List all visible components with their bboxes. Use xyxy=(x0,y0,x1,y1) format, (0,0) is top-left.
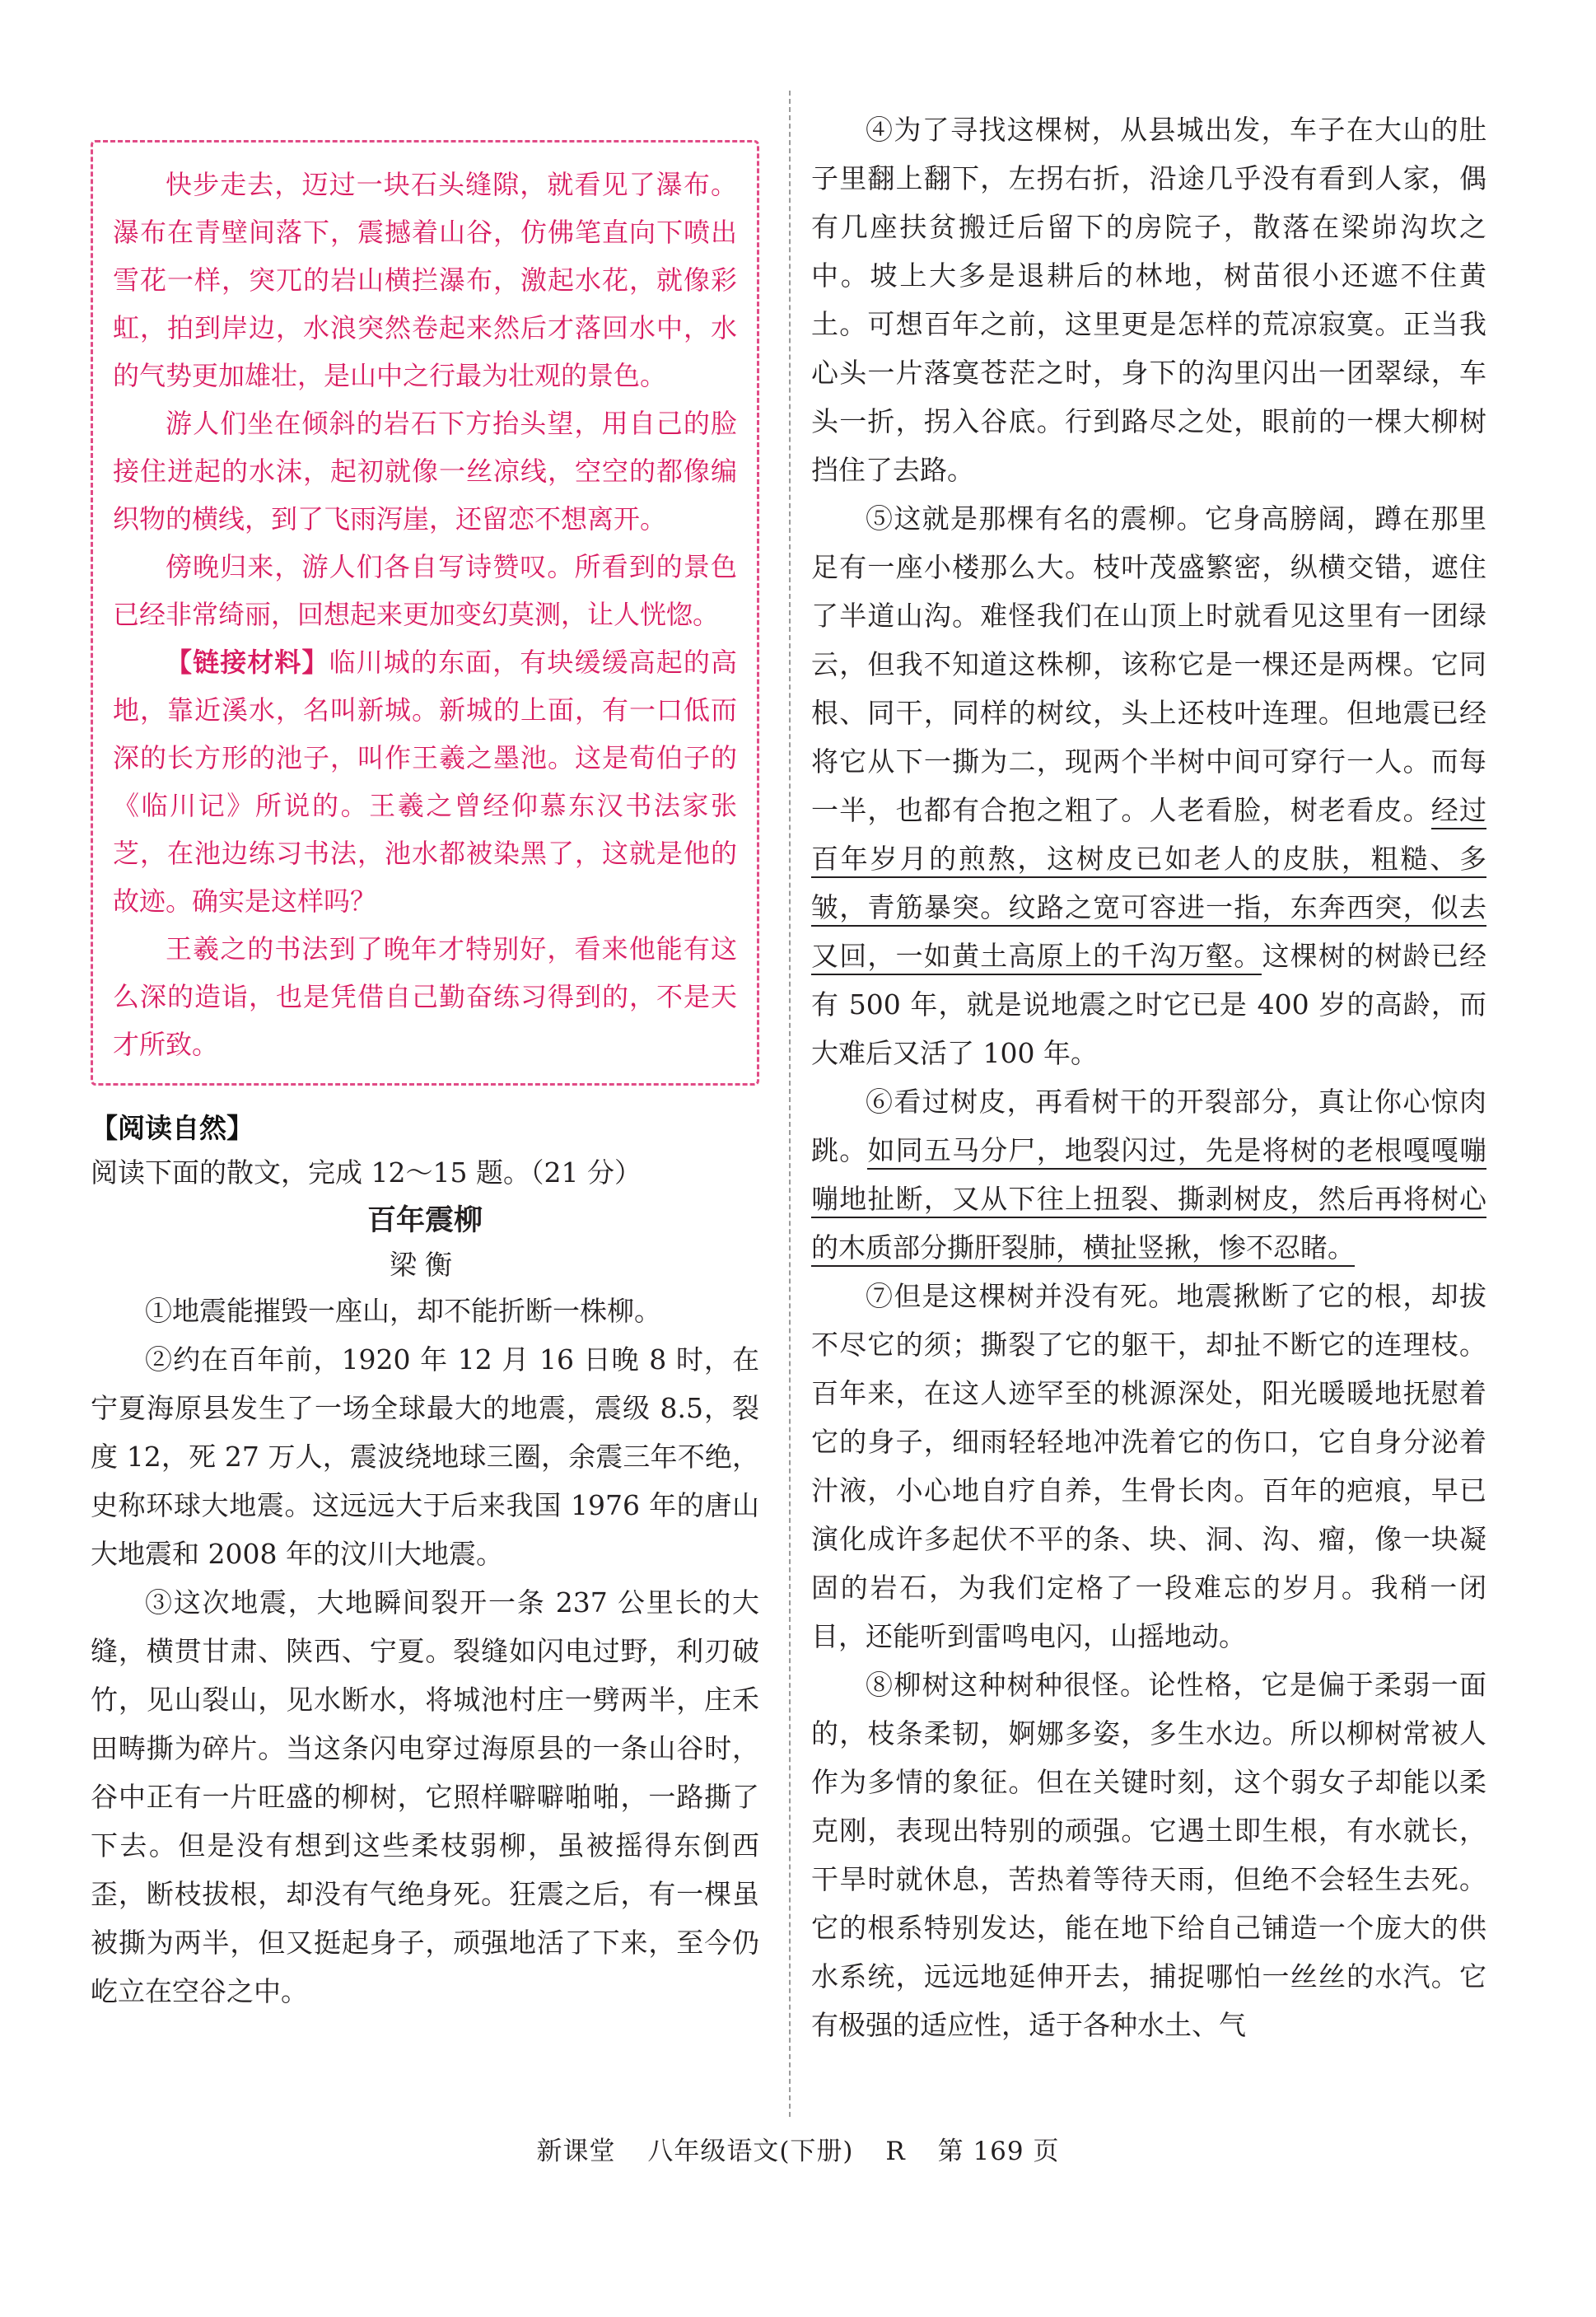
link-material-tag: 【链接材料】 xyxy=(166,647,329,678)
essay-author: 梁衡 xyxy=(390,1249,460,1281)
page-number: 第 169 页 xyxy=(937,2137,1060,2166)
translation-paragraph: 王羲之的书法到了晚年才特别好，看来他能有这么深的造诣，也是凭借自己勤奋练习得到的，不是天才所致。 xyxy=(113,933,737,1060)
essay-paragraph: ②约在百年前，1920 年 12 月 16 日晚 8 时，在宁夏海原县发生了一场全球最大的地震，震级 8.5，裂度 12，死 27 万人，震波绕地球三圈，余震三年不绝，史称环球大地震。这远远大于后来我国 1976 年的唐山大地震和 2008 年的汶川大地震。 xyxy=(91,1343,759,1570)
essay-paragraph: ③这次地震，大地瞬间裂开一条 237 公里长的大缝，横贯甘肃、陕西、宁夏。裂缝如闪电过野，利刃破竹，见山裂山，见水断水，将城池村庄一劈两半，庄禾田畴撕为碎片。当这条闪电穿过海原县的一条山谷时，谷中正有一片旺盛的柳树，它照样噼噼啪啪，一路撕了下去。但是没有想到这些柔枝弱柳，虽被摇得东倒西歪，断枝拔根，却没有气绝身死。狂震之后，有一棵虽被撕为两半，但又挺起身子，顽强地活了下来，至今仍屹立在空谷之中。 xyxy=(91,1586,759,2007)
paragraph-text: ⑤这就是那棵有名的震柳。它身高膀阔，蹲在那里足有一座小楼那么大。枝叶茂盛繁密，纵横交错，遮住了半道山沟。难怪我们在山顶上时就看见这里有一团绿云，但我不知道这株柳，该称它是一棵还是两棵。它同根、同干，同样的树纹，头上还枝叶连理。但地震已经将它从下一撕为二，现两个半树中间可穿行一人。而每一半，也都有合抱之粗了。人老看脸，树老看皮。 xyxy=(811,502,1486,826)
column-divider xyxy=(789,91,791,2117)
translation-paragraph: 快步走去，迈过一块石头缝隙，就看见了瀑布。瀑布在青壁间落下，震撼着山谷，仿佛笔直向下喷出雪花一样，突兀的岩山横拦瀑布，激起水花，就像彩虹，拍到岸边，水浪突然卷起来然后才落回水中，水的气势更加雄壮，是山中之行最为壮观的景色。 xyxy=(113,169,737,391)
translation-box xyxy=(91,140,759,1086)
translation-paragraph: 傍晚归来，游人们各自写诗赞叹。所看到的景色已经非常绮丽，回想起来更加变幻莫测，让人恍惚。 xyxy=(113,551,737,630)
underlined-sentence: 如同五马分尸，地裂闪过，先是将树的老根嘎嘎嘣嘣地扯断，又从下往上扭裂、撕剥树皮，然后再将树心的木质部分撕肝裂肺，横扯竖揪，惨不忍睹。 xyxy=(811,1134,1486,1267)
page-footer xyxy=(0,2135,1596,2168)
paragraph-text: 这棵树的树龄已经有 500 年，就是说地震之时它已是 400 岁的高龄，而大难后又活了 100 年。 xyxy=(811,940,1487,1069)
footer-edition: R xyxy=(885,2137,906,2166)
paragraph-text: ⑥看过树皮，再看树干的开裂部分，真让你心惊肉跳。 xyxy=(811,1086,1486,1166)
footer-series: 新课堂 xyxy=(536,2137,616,2166)
left-column xyxy=(91,140,759,2016)
footer-book: 八年级语文(下册) xyxy=(647,2137,854,2166)
translation-paragraph: 游人们坐在倾斜的岩石下方抬头望，用自己的脸接住迸起的水沫，起初就像一丝凉线，空空的都像编织物的横线，到了飞雨泻崖，还留恋不想离开。 xyxy=(113,408,737,535)
instruction: 阅读下面的散文，完成 12～15 题。（21 分） xyxy=(91,1156,642,1189)
underlined-sentence: 经过百年岁月的煎熬，这树皮已如老人的皮肤，粗糙、多皱，青筋暴突。纹路之宽可容进一指，东奔西突，似去又回，一如黄土高原上的千沟万壑。 xyxy=(811,794,1486,975)
link-material-text: 临川城的东面，有块缓缓高起的高地，靠近溪水，名叫新城。新城的上面，有一口低而深的长方形的池子，叫作王羲之墨池。这是荀伯子的《临川记》所说的。王羲之曾经仰慕东汉书法家张芝，在池边练习书法，池水都被染黑了，这就是他的故迹。确实是这样吗？ xyxy=(113,647,737,917)
essay-paragraph: ⑦但是这棵树并没有死。地震揪断了它的根，却拔不尽它的须；撕裂了它的躯干，却扯不断它的连理枝。百年来，在这人迹罕至的桃源深处，阳光暖暖地抚慰着它的身子，细雨轻轻地冲洗着它的伤口，它自身分泌着汁液，小心地自疗自养，生骨长肉。百年的疤痕，早已演化成许多起伏不平的条、块、洞、沟、瘤，像一块凝固的岩石，为我们定格了一段难忘的岁月。我稍一闭目，还能听到雷鸣电闪，山摇地动。 xyxy=(811,1280,1486,1652)
essay-paragraph: ④为了寻找这棵树，从县城出发，车子在大山的肚子里翻上翻下，左拐右折，沿途几乎没有看到人家，偶有几座扶贫搬迁后留下的房院子，散落在梁峁沟坎之中。坡上大多是退耕后的林地，树苗很小还遮不住黄土。可想百年之前，这里更是怎样的荒凉寂寞。正当我心头一片落寞苍茫之时，身下的沟里闪出一团翠绿，车头一折，拐入谷底。行到路尽之处，眼前的一棵大柳树挡住了去路。 xyxy=(811,114,1486,486)
essay-paragraph: ⑧柳树这种树种很怪。论性格，它是偏于柔弱一面的，枝条柔韧，婀娜多姿，多生水边。所以柳树常被人作为多情的象征。但在关键时刻，这个弱女子却能以柔克刚，表现出特别的顽强。它遇土即生根，有水就长，干旱时就休息，苦热着等待天雨，但绝不会轻生去死。它的根系特别发达，能在地下给自己铺造一个庞大的供水系统，远远地延伸开去，捕捉哪怕一丝丝的水汽。它有极强的适应性，适于各种水土、气 xyxy=(811,1669,1486,2041)
translation-paragraph xyxy=(113,638,737,925)
essay-paragraph xyxy=(811,494,1486,1077)
essay-title: 百年震柳 xyxy=(366,1204,483,1237)
section-label: 【阅读自然】 xyxy=(91,1112,254,1144)
essay-text-left xyxy=(91,1287,759,2016)
right-column xyxy=(811,105,1486,2049)
essay-paragraph: ①地震能摧毁一座山，却不能折断一株柳。 xyxy=(145,1295,661,1327)
essay-paragraph xyxy=(811,1077,1486,1272)
